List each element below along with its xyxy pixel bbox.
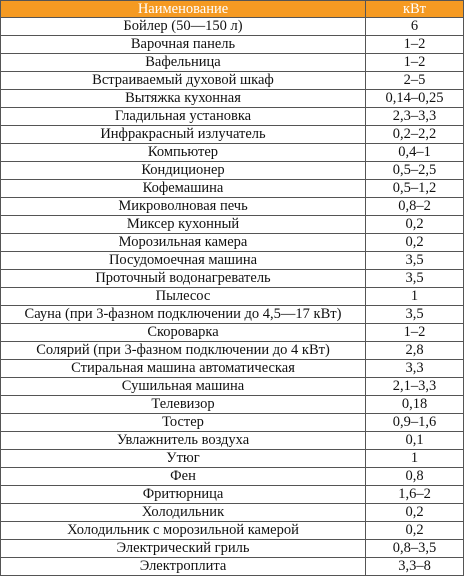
power-kw-cell: 0,14–0,25 (366, 90, 464, 108)
table-row (1, 306, 464, 324)
power-kw-cell: 0,2 (366, 522, 464, 540)
table-row (1, 234, 464, 252)
table-body (1, 18, 464, 576)
power-kw-cell: 1–2 (366, 36, 464, 54)
table-row (1, 522, 464, 540)
table-row (1, 342, 464, 360)
appliance-name-cell: Пылесос (1, 288, 366, 306)
appliance-name-cell: Скороварка (1, 324, 366, 342)
appliance-name-cell: Вафельница (1, 54, 366, 72)
power-kw-cell: 2,3–3,3 (366, 108, 464, 126)
table-row (1, 360, 464, 378)
appliance-name-cell: Фен (1, 468, 366, 486)
power-kw-cell: 2,1–3,3 (366, 378, 464, 396)
power-kw-cell: 0,8 (366, 468, 464, 486)
power-kw-cell: 6 (366, 18, 464, 36)
table-row (1, 414, 464, 432)
power-kw-cell: 0,5–1,2 (366, 180, 464, 198)
appliance-name-cell: Микроволновая печь (1, 198, 366, 216)
appliance-name-cell: Бойлер (50—150 л) (1, 18, 366, 36)
appliance-name-cell: Гладильная установка (1, 108, 366, 126)
power-kw-cell: 1,6–2 (366, 486, 464, 504)
table-row (1, 324, 464, 342)
appliance-name-cell: Сушильная машина (1, 378, 366, 396)
table-row (1, 216, 464, 234)
table-row (1, 72, 464, 90)
table-row (1, 180, 464, 198)
table-row (1, 486, 464, 504)
power-kw-cell: 0,2 (366, 234, 464, 252)
table-row (1, 270, 464, 288)
table-row (1, 198, 464, 216)
power-kw-cell: 3,5 (366, 306, 464, 324)
power-kw-cell: 0,8–2 (366, 198, 464, 216)
table-row (1, 126, 464, 144)
table-row (1, 54, 464, 72)
appliance-name-cell: Кофемашина (1, 180, 366, 198)
appliance-name-cell: Встраиваемый духовой шкаф (1, 72, 366, 90)
table-row (1, 252, 464, 270)
power-kw-cell: 1–2 (366, 54, 464, 72)
power-kw-cell: 0,9–1,6 (366, 414, 464, 432)
header-name: Наименование (1, 1, 366, 18)
power-kw-cell: 3,5 (366, 270, 464, 288)
appliance-name-cell: Холодильник (1, 504, 366, 522)
power-kw-cell: 3,3 (366, 360, 464, 378)
appliance-name-cell: Вытяжка кухонная (1, 90, 366, 108)
header-kw: кВт (366, 1, 464, 18)
power-kw-cell: 3,3–8 (366, 558, 464, 576)
appliance-name-cell: Холодильник с морозильной камерой (1, 522, 366, 540)
power-kw-cell: 0,4–1 (366, 144, 464, 162)
power-kw-cell: 1–2 (366, 324, 464, 342)
power-kw-cell: 2,8 (366, 342, 464, 360)
appliance-name-cell: Солярий (при 3-фазном подключении до 4 кВт) (1, 342, 366, 360)
power-kw-cell: 2–5 (366, 72, 464, 90)
appliance-name-cell: Сауна (при 3-фазном подключении до 4,5—17 кВт) (1, 306, 366, 324)
power-kw-cell: 0,2–2,2 (366, 126, 464, 144)
table-row (1, 108, 464, 126)
appliance-name-cell: Утюг (1, 450, 366, 468)
appliance-name-cell: Электрический гриль (1, 540, 366, 558)
table-row (1, 288, 464, 306)
appliance-name-cell: Варочная панель (1, 36, 366, 54)
power-kw-cell: 1 (366, 450, 464, 468)
appliance-name-cell: Миксер кухонный (1, 216, 366, 234)
appliance-name-cell: Морозильная камера (1, 234, 366, 252)
appliance-name-cell: Телевизор (1, 396, 366, 414)
power-kw-cell: 1 (366, 288, 464, 306)
power-kw-cell: 0,2 (366, 216, 464, 234)
table-header-row (1, 1, 464, 18)
table-row (1, 36, 464, 54)
table-row (1, 162, 464, 180)
appliance-name-cell: Фритюрница (1, 486, 366, 504)
power-kw-cell: 0,1 (366, 432, 464, 450)
table-row (1, 144, 464, 162)
appliance-name-cell: Электроплита (1, 558, 366, 576)
table-row (1, 540, 464, 558)
power-kw-cell: 0,5–2,5 (366, 162, 464, 180)
table-row (1, 90, 464, 108)
table-row (1, 558, 464, 576)
appliance-name-cell: Компьютер (1, 144, 366, 162)
table-row (1, 468, 464, 486)
appliance-name-cell: Посудомоечная машина (1, 252, 366, 270)
appliance-name-cell: Кондиционер (1, 162, 366, 180)
power-kw-cell: 0,2 (366, 504, 464, 522)
appliance-name-cell: Увлажнитель воздуха (1, 432, 366, 450)
power-kw-cell: 3,5 (366, 252, 464, 270)
power-kw-cell: 0,18 (366, 396, 464, 414)
appliance-name-cell: Проточный водонагреватель (1, 270, 366, 288)
table-row (1, 18, 464, 36)
power-kw-cell: 0,8–3,5 (366, 540, 464, 558)
table-row (1, 504, 464, 522)
table-row (1, 432, 464, 450)
appliance-name-cell: Тостер (1, 414, 366, 432)
table-row (1, 450, 464, 468)
table-row (1, 378, 464, 396)
table-row (1, 396, 464, 414)
appliance-name-cell: Стиральная машина автоматическая (1, 360, 366, 378)
appliance-name-cell: Инфракрасный излучатель (1, 126, 366, 144)
